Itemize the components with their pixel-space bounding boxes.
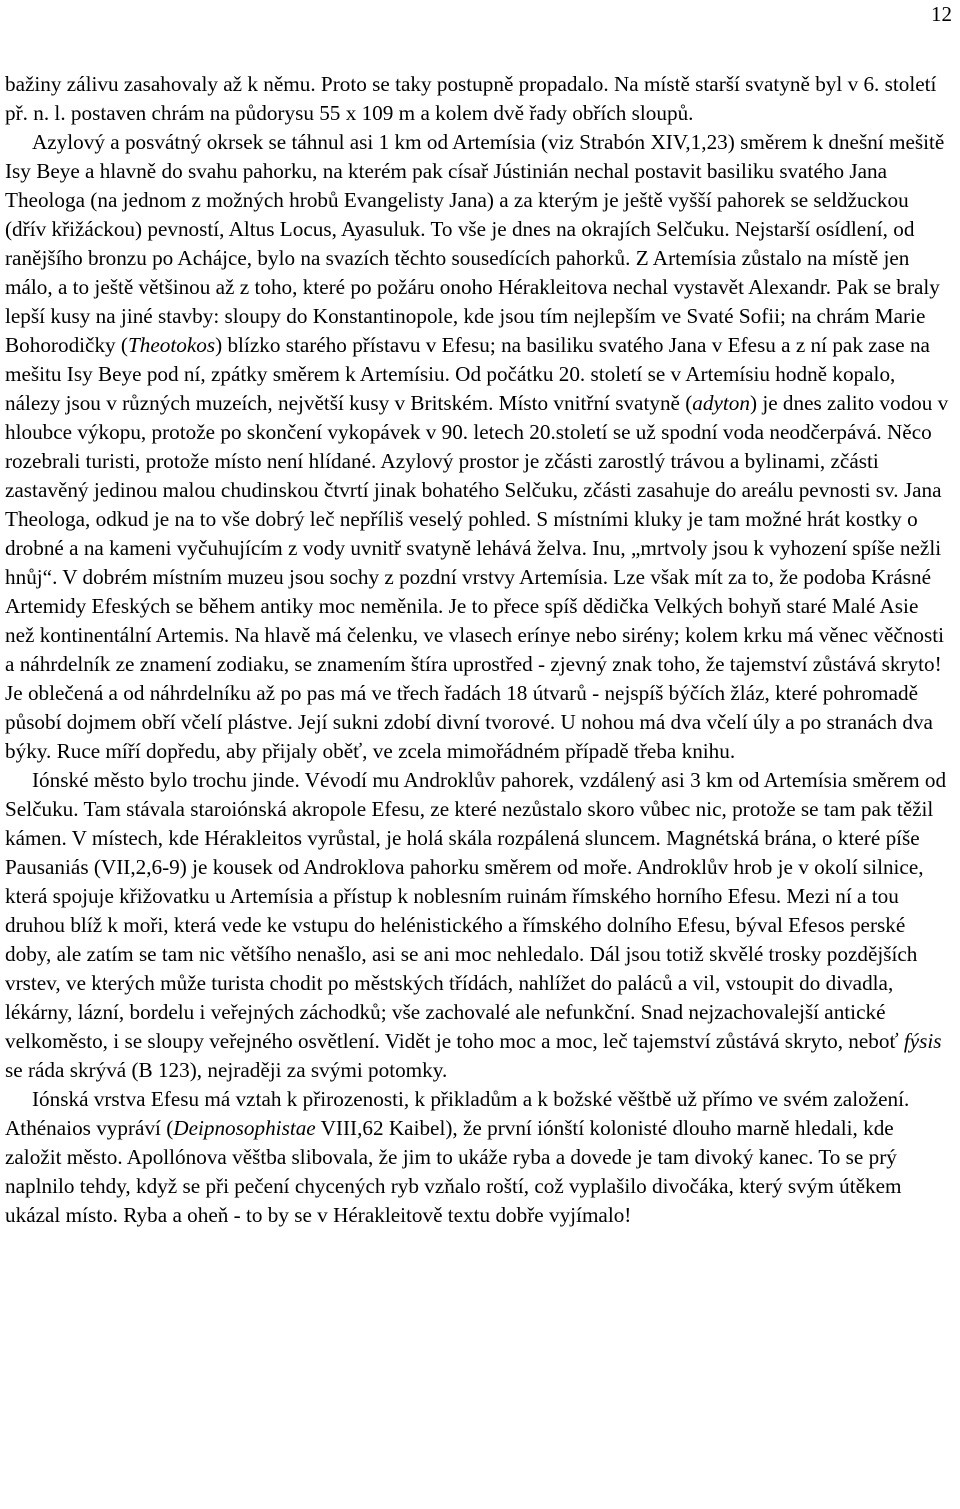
page-number: 12: [931, 2, 952, 26]
italic-term: fýsis: [903, 1029, 942, 1053]
text-run: se ráda skrývá (B 123), nejraději za svými potomky.: [5, 1058, 448, 1082]
paragraph: [5, 70, 953, 128]
text-run: Iónská vrstva Efesu má vztah k přirozenosti, k přikladům a k božské věštbě už přímo ve svém založení. Athénaios vypráví (: [5, 1087, 910, 1140]
text-run: bažiny zálivu zasahovaly až k němu. Proto se taky postupně propadalo. Na místě starší svatyně byl v 6. století př. n. l. postaven chrám na půdorysu 55 x 109 m a kolem dvě řady obřích sloupů.: [5, 72, 937, 125]
text-run: VIII,62 Kaibel), že první iónští kolonisté dlouho marně hledali, kde založit město. Apollónova věštba slibovala, že jim to ukáže ryba a dovede je tam divoký kanec. To se prý naplnilo tehdy, když se při pečení chycených ryb vzňalo roští, což vyplašilo divočáka, který svým útěkem ukázal místo. Ryba a oheň - to by se v Hérakleitově textu dobře vyjímalo!: [5, 1116, 902, 1227]
paragraph: [5, 128, 953, 766]
italic-term: Theotokos: [128, 333, 216, 357]
paragraph: [5, 766, 953, 1085]
text-run: Azylový a posvátný okrsek se táhnul asi 1 km od Artemísia (viz Strabón XIV,1,23) směrem k dnešní mešitě Isy Beye a hlavně do svahu pahorku, na kterém pak císař Jústinián nechal postavit basiliku svatého Jana Theologa (na jednom z možných hrobů Evangelisty Jana) a za kterým je ještě vyšší pahorek se seldžuckou (dřív křižáckou) pevností, Altus Locus, Ayasuluk. To vše je dnes na okrajích Selčuku. Nejstarší osídlení, od ranějšího bronzu po Achájce, bylo na svazích těchto sousedících pahorků. Z Artemísia zůstalo na místě jen málo, a to ještě většinou až z toho, které po požáru onoho Hérakleitova nechal vystavět Alexandr. Pak se braly lepší kusy na jiné stavby: sloupy do Konstantinopole, kde jsou tím nejlepším ve Svaté Sofii; na chrám Marie Bohorodičky (: [5, 130, 945, 357]
italic-term: adyton: [692, 391, 750, 415]
italic-term: Deipnosophistae: [173, 1116, 316, 1140]
text-run: ) blízko starého přístavu v Efesu; na basiliku svatého Jana v Efesu a z ní pak zase na mešitu Isy Beye pod ní, zpátky směrem k Artemísiu. Od počátku 20. století se v Artemísiu hodně kopalo, nálezy jsou v různých muzeích, největší kusy v Britském. Místo vnitřní svatyně (: [5, 333, 930, 415]
text-run: ) je dnes zalito vodou v hloubce výkopu, protože po skončení vykopávek v 90. letech 20.století se už spodní voda neodčerpává. Něco rozebrali turisti, protože místo není hlídané. Azylový prostor je zčásti zarostlý trávou a bylinami, zčásti zastavěný jedinou malou chudinskou čtvrtí jinak bohatého Selčuku, zčásti zasahuje do areálu pevnosti sv. Jana Theologa, odkud je na to vše dobrý leč nepříliš veselý pohled. S místními kluky je tam možné hrát kostky o drobné a na kameni vyčuhujícím z vody uvnitř svatyně lehává želva. Inu, „mrtvoly jsou k vyhození spíše nežli hnůj“. V dobrém místním muzeu jsou sochy z pozdní vrstvy Artemísia. Lze však mít za to, že podoba Krásné Artemidy Efeských se během antiky moc neměnila. Je to přece spíš dědička Velkých bohyň staré Malé Asie než kontinentální Artemis. Na hlavě má čelenku, ve vlasech erínye nebo sirény; kolem krku má věnec věčnosti a náhrdelník ze znamení zodiaku, se znamením štíra uprostřed - zjevný znak toho, že tajemství zůstává skryto! Je oblečená a od náhrdelníku až po pas má ve třech řadách 18 útvarů - nejspíš býčích žláz, které pohromadě působí dojmem obří včelí plástve. Její sukni zdobí divní tvorové. U nohou má dva včelí úly a po stranách dva býky. Ruce míří dopředu, aby přijaly oběť, ve zcela mimořádném případě třeba knihu.: [5, 391, 949, 763]
document-body: [5, 70, 953, 1230]
text-run: Iónské město bylo trochu jinde. Vévodí mu Androklův pahorek, vzdálený asi 3 km od Artemísia směrem od Selčuku. Tam stávala staroiónská akropole Efesu, ze které nezůstalo skoro vůbec nic, protože se tam pak těžil kámen. V místech, kde Hérakleitos vyrůstal, je holá skála rozpálená sluncem. Magnétská brána, o které píše Pausaniás (VII,2,6-9) je kousek od Androklova pahorku směrem od moře. Androklův hrob je v okolí silnice, která spojuje křižovatku u Artemísia a přístup k noblesním ruinám římského horního Efesu. Mezi ní a tou druhou blíž k moři, která vede ke vstupu do helénistického a římského dolního Efesu, býval Efesos perské doby, ale zatím se tam nic většího nenašlo, asi se ani moc nehledalo. Dál jsou totiž skvělé trosky pozdějších vrstev, ve kterých může turista chodit po městských třídách, nahlížet do paláců a vil, vstoupit do divadla, lékárny, lázní, bordelu i veřejných záchodků; vše zachovalé ale nefunkční. Snad nejzachovalejší antické velkoměsto, i se sloupy veřejného osvětlení. Vidět je toho moc a moc, leč tajemství zůstává skryto, neboť: [5, 768, 947, 1053]
paragraph: [5, 1085, 953, 1230]
